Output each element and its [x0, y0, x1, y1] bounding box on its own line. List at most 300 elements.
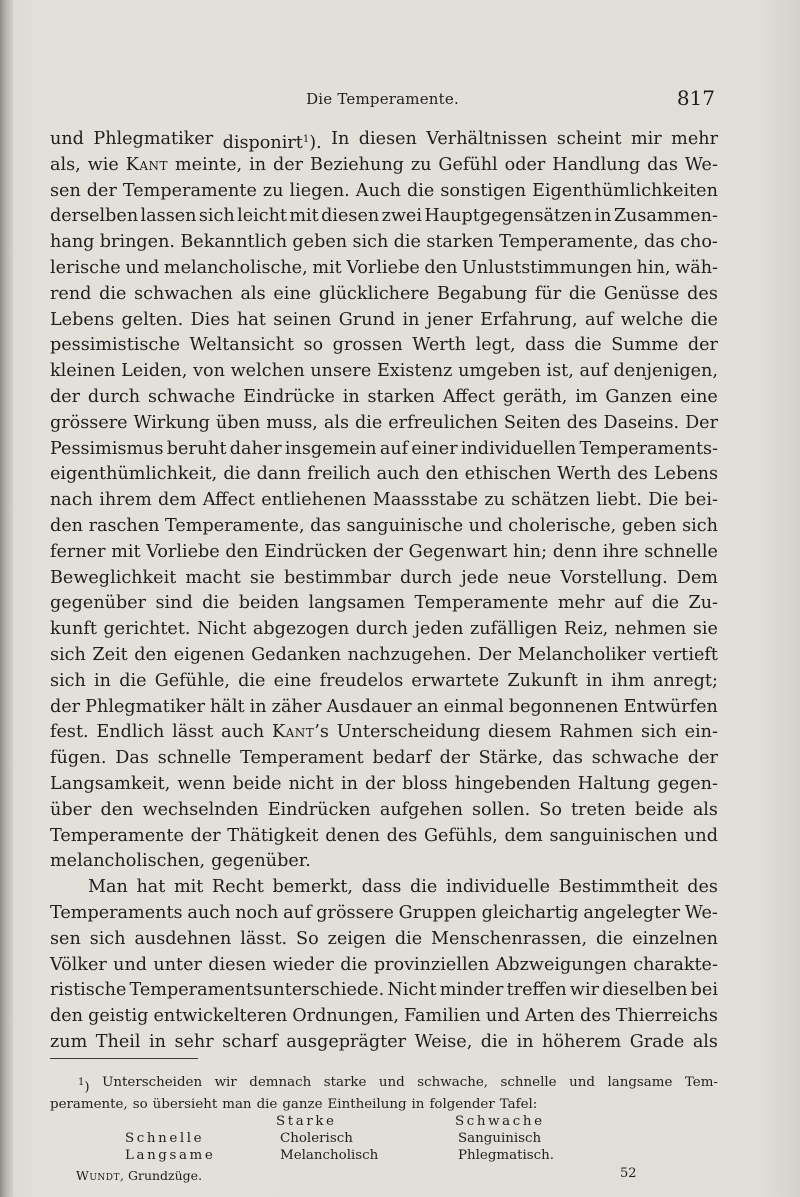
word: so	[303, 335, 324, 356]
word: ein-	[684, 722, 718, 743]
word: Das	[115, 748, 149, 769]
word-group	[633, 953, 718, 979]
word: Nicht	[197, 619, 247, 640]
word-group	[191, 308, 230, 334]
word-group	[647, 153, 678, 179]
word-group	[518, 643, 646, 669]
word-group	[222, 1030, 278, 1056]
sheet-signature	[76, 1168, 202, 1183]
word: des	[687, 283, 718, 304]
word-group	[399, 901, 477, 927]
word-group	[134, 411, 210, 437]
word: diesen	[208, 954, 267, 975]
word-group	[308, 591, 405, 617]
word: bestimmbar	[283, 567, 391, 588]
word: In	[331, 129, 350, 149]
word: abgezogen	[252, 619, 350, 640]
word: insgemein	[284, 438, 377, 459]
word-group	[212, 875, 264, 901]
word-group	[283, 901, 311, 927]
word: eine	[273, 283, 312, 304]
word: Man	[88, 877, 128, 898]
word: zu	[410, 154, 432, 175]
text-line	[50, 256, 718, 282]
word: sich	[50, 670, 86, 691]
word-group	[251, 643, 341, 669]
word: gerichtet.	[103, 619, 191, 640]
word: Haltung	[577, 773, 651, 794]
word-group	[417, 695, 439, 721]
word-group	[285, 437, 377, 463]
word: sehr	[174, 1031, 214, 1052]
word: ethischen	[464, 464, 552, 485]
word-group	[693, 798, 718, 824]
word: die	[595, 928, 624, 949]
word-group	[257, 462, 301, 488]
word: beide	[634, 799, 684, 820]
word-group	[685, 720, 718, 746]
word-group	[484, 488, 505, 514]
word: und	[569, 1075, 595, 1090]
word: sen	[50, 928, 81, 949]
word-group	[50, 1004, 83, 1030]
word: unsere	[310, 361, 372, 382]
word: in	[411, 1097, 425, 1112]
word: Daseins.	[603, 412, 680, 433]
word-group	[402, 308, 419, 334]
word: Temperament	[240, 748, 364, 769]
word-group	[560, 566, 667, 592]
word: beiden	[238, 593, 300, 614]
word: sich	[198, 206, 235, 227]
word: wir	[569, 980, 599, 1001]
word-group	[440, 179, 526, 205]
word: anregt;	[653, 670, 718, 691]
text-line	[50, 1030, 718, 1056]
word-group	[635, 798, 684, 824]
word-group	[50, 798, 91, 824]
word-group	[424, 824, 498, 850]
word: diesen	[321, 206, 380, 227]
word: bemerkt,	[272, 877, 353, 898]
word: Werth	[557, 464, 612, 485]
word: die	[99, 283, 127, 304]
word: freudelos	[319, 670, 404, 691]
word: durch	[87, 386, 141, 407]
word-group	[185, 566, 240, 592]
word: Pessimismus	[50, 438, 164, 459]
word-group	[343, 385, 360, 411]
word: sich	[640, 722, 677, 743]
word: für	[534, 283, 562, 304]
word-group	[50, 256, 121, 282]
word-group	[225, 540, 258, 566]
word-group	[292, 230, 347, 256]
word-group	[380, 798, 463, 824]
word-group	[631, 127, 662, 153]
word: einmal	[443, 696, 504, 717]
word: und	[378, 1075, 405, 1090]
word: wir	[214, 1075, 237, 1090]
word-group	[211, 849, 311, 875]
word: vertieft	[652, 644, 718, 665]
word: zufälligen	[469, 619, 558, 640]
word-group	[348, 643, 472, 669]
word-group	[539, 798, 562, 824]
word-group	[644, 540, 718, 566]
word: und	[485, 1006, 520, 1027]
word: Rahmen	[559, 722, 634, 743]
word: eigenthümlichkeit,	[50, 464, 218, 485]
word-group	[653, 669, 718, 695]
word-group	[193, 359, 225, 385]
word-group	[148, 385, 235, 411]
word: Langsamkeit,	[50, 773, 171, 794]
word: Eindrücken	[264, 541, 368, 562]
word-group	[134, 643, 167, 669]
running-head-title: Die Temperamente.	[306, 90, 459, 108]
word: nachzugehen.	[347, 644, 472, 665]
word-group	[504, 411, 561, 437]
word: die	[119, 670, 147, 691]
word: sen	[50, 180, 81, 201]
word-group	[557, 462, 611, 488]
word: gelten.	[121, 309, 184, 330]
text-line	[50, 153, 718, 179]
word: neue	[507, 567, 552, 588]
word: scheint	[556, 129, 622, 149]
word: jede	[461, 567, 499, 588]
word-group	[310, 359, 371, 385]
word-group	[400, 566, 452, 592]
word: grössere	[316, 902, 394, 923]
word-group	[94, 669, 111, 695]
word-group	[174, 1030, 213, 1056]
word: bloss	[402, 773, 448, 794]
word: erfreulichen	[388, 412, 498, 433]
word: die	[568, 283, 597, 304]
word: an	[416, 696, 439, 717]
word-group	[532, 179, 718, 205]
word: Ordnungen,	[292, 1006, 399, 1027]
word-group	[443, 385, 495, 411]
word: in	[342, 386, 360, 407]
word: Unterscheiden	[102, 1075, 203, 1090]
word-group	[429, 1096, 494, 1113]
word-group	[111, 540, 140, 566]
word: noch	[235, 902, 279, 923]
word-group	[525, 1004, 575, 1030]
word-group	[250, 695, 267, 721]
word: Auch	[355, 180, 402, 201]
word-group	[231, 359, 305, 385]
word: fest.	[50, 722, 89, 743]
word: mit	[312, 257, 342, 278]
word: der	[50, 386, 81, 407]
word-group	[50, 566, 176, 592]
word-group	[517, 1030, 534, 1056]
word-group	[320, 669, 404, 695]
word-group	[346, 256, 419, 282]
word: sonstigen	[440, 180, 527, 201]
word: sollen.	[471, 799, 531, 820]
word-group	[165, 514, 305, 540]
word-group	[382, 204, 422, 230]
word: in	[402, 309, 420, 330]
word-group	[682, 514, 718, 540]
word: Kant	[125, 154, 169, 175]
text-line	[50, 127, 718, 153]
word: mehr	[557, 593, 605, 614]
word: glücklichere	[318, 283, 430, 304]
word-group	[377, 462, 420, 488]
word: rend	[50, 283, 92, 304]
word-group	[324, 1074, 367, 1096]
word: Verhältnissen	[426, 129, 548, 149]
word-group	[488, 720, 551, 746]
word: der	[86, 180, 117, 201]
word-group	[331, 127, 349, 153]
word: schwache,	[417, 1075, 489, 1090]
word: zwei	[381, 206, 422, 227]
word: Bekanntlich	[180, 232, 288, 253]
word-group	[362, 875, 402, 901]
word-group	[415, 1030, 473, 1056]
word: Werth	[412, 335, 467, 356]
word: hat	[237, 309, 266, 330]
word-group	[50, 669, 86, 695]
word-group	[431, 927, 587, 953]
word: den	[134, 644, 168, 665]
word-group	[50, 204, 138, 230]
word: Unluststimmungen	[462, 257, 633, 278]
word-group	[446, 875, 550, 901]
word: langsame	[607, 1075, 673, 1090]
word-group	[511, 488, 590, 514]
temperament-table	[50, 1113, 718, 1165]
word-group	[407, 179, 434, 205]
word-group	[119, 669, 146, 695]
word-group	[653, 643, 718, 669]
word-group	[223, 462, 250, 488]
text-line	[50, 591, 718, 617]
word: einer	[411, 438, 458, 459]
signature-author: Wundt	[76, 1168, 121, 1183]
word: Ausdauer	[326, 696, 412, 717]
word: zu	[484, 490, 505, 511]
word: den	[424, 257, 458, 278]
word: We-	[684, 154, 718, 175]
word: Thätigkeit	[227, 825, 319, 846]
word-group	[50, 927, 81, 953]
word-group	[215, 1074, 237, 1096]
word: durch	[355, 619, 408, 640]
word: dieselben	[602, 980, 688, 1001]
word-group	[549, 824, 677, 850]
word: folgender	[429, 1097, 495, 1112]
word: wenn	[177, 773, 226, 794]
word-group	[592, 746, 679, 772]
word: des	[579, 1006, 611, 1027]
word: Temperamente	[414, 593, 549, 614]
word: aufgehen	[379, 799, 463, 820]
word-group	[607, 1074, 672, 1096]
word: als	[692, 799, 718, 820]
word: Temperamente,	[499, 232, 639, 253]
word-group	[680, 230, 718, 256]
word: mir	[631, 129, 662, 149]
word: Temperamente	[50, 825, 184, 846]
word: hin;	[512, 541, 548, 562]
word: Der	[478, 644, 512, 665]
word-group	[325, 824, 380, 850]
word: Zu-	[688, 593, 718, 614]
text-line	[50, 720, 718, 746]
word: Eintheilung	[327, 1097, 407, 1112]
word-group	[553, 540, 597, 566]
word-group	[417, 1074, 488, 1096]
word: als	[240, 283, 266, 304]
word-group	[687, 875, 718, 901]
word: die	[651, 593, 680, 614]
word: geistig	[88, 1006, 149, 1027]
word-group	[602, 978, 687, 1004]
word-group	[685, 488, 718, 514]
word: dass	[525, 335, 565, 356]
word-group	[289, 772, 334, 798]
word-group	[411, 437, 457, 463]
word-group	[687, 282, 718, 308]
word-group	[395, 927, 422, 953]
word: in	[586, 670, 603, 691]
word-group	[621, 308, 684, 334]
word-group	[290, 179, 350, 205]
word-group	[410, 875, 437, 901]
page-number: 817	[676, 86, 715, 110]
word-group	[652, 591, 679, 617]
word: Eindrücke	[243, 386, 335, 407]
word: sanguinische	[346, 515, 464, 536]
word: ist,	[546, 361, 574, 382]
word: provinziellen	[373, 954, 490, 975]
word: auf	[584, 309, 614, 330]
word-group	[50, 488, 93, 514]
word-group	[411, 153, 432, 179]
word: und	[113, 954, 148, 975]
word-group	[149, 1030, 166, 1056]
word: melancholischen,	[50, 851, 206, 872]
text-line	[50, 669, 718, 695]
word-group	[223, 127, 322, 153]
word: erwartete	[411, 670, 500, 691]
word: die	[410, 877, 438, 898]
word: denen	[325, 825, 380, 846]
word-group	[289, 204, 318, 230]
word-group	[657, 772, 718, 798]
word: sie	[692, 619, 718, 640]
word: Gedanken	[251, 644, 342, 665]
word-group	[580, 359, 608, 385]
word: Eindrücken	[267, 799, 371, 820]
word: des	[687, 877, 718, 898]
word: cho-	[680, 232, 718, 253]
word: in	[94, 670, 111, 691]
word-group	[579, 437, 718, 463]
word: im	[575, 386, 598, 407]
text-line	[50, 953, 718, 979]
word-group	[444, 695, 504, 721]
word-group	[622, 514, 677, 540]
word: Zukunft	[507, 670, 578, 691]
text-line	[50, 514, 718, 540]
word: 1	[78, 1077, 85, 1088]
word-group	[50, 308, 114, 334]
word: Leiden,	[121, 361, 188, 382]
word-group	[586, 669, 603, 695]
word-group	[155, 591, 192, 617]
word: individuellen	[460, 438, 577, 459]
word-group	[208, 953, 266, 979]
word-group	[266, 411, 318, 437]
word: schnelle	[500, 1075, 557, 1090]
text-line	[50, 566, 718, 592]
word: schwache	[147, 386, 236, 407]
word: ristische	[50, 980, 127, 1001]
word: welche	[620, 309, 684, 330]
word-group	[121, 359, 187, 385]
word-group	[654, 462, 718, 488]
word: Nicht	[387, 980, 437, 1001]
footnote-line	[50, 1074, 718, 1096]
word: zeigen	[327, 928, 386, 949]
text-line	[50, 849, 718, 875]
book-spine-shadow	[0, 0, 13, 1197]
word: eigenen	[173, 644, 245, 665]
word-group	[693, 1030, 718, 1056]
word-group	[50, 230, 94, 256]
table-row-fast: Schnelle	[125, 1131, 205, 1146]
word-group	[374, 953, 489, 979]
word: charakte-	[633, 954, 718, 975]
word: eine	[680, 386, 718, 407]
word-group	[356, 617, 408, 643]
word-group	[240, 927, 287, 953]
word: starke	[323, 1075, 367, 1090]
word-group	[333, 333, 403, 359]
word: das	[552, 748, 583, 769]
word: die	[256, 1097, 278, 1112]
word: mit	[173, 877, 204, 898]
word-group	[373, 540, 403, 566]
word: pessimistische	[50, 335, 181, 356]
word-group	[316, 901, 394, 927]
word: in	[516, 1031, 534, 1052]
word-group	[273, 153, 303, 179]
word: Beweglichkeit	[50, 567, 177, 588]
word: auch	[187, 902, 231, 923]
word: sich	[50, 644, 86, 665]
word-group	[153, 953, 202, 979]
word: liebt.	[596, 490, 642, 511]
table-header-weak: Schwache	[455, 1114, 545, 1129]
word-group	[611, 333, 678, 359]
word-group	[50, 695, 80, 721]
text-line	[50, 824, 718, 850]
word-group	[470, 617, 558, 643]
word: der	[272, 154, 304, 175]
word-group	[337, 720, 481, 746]
word: den	[50, 515, 84, 536]
